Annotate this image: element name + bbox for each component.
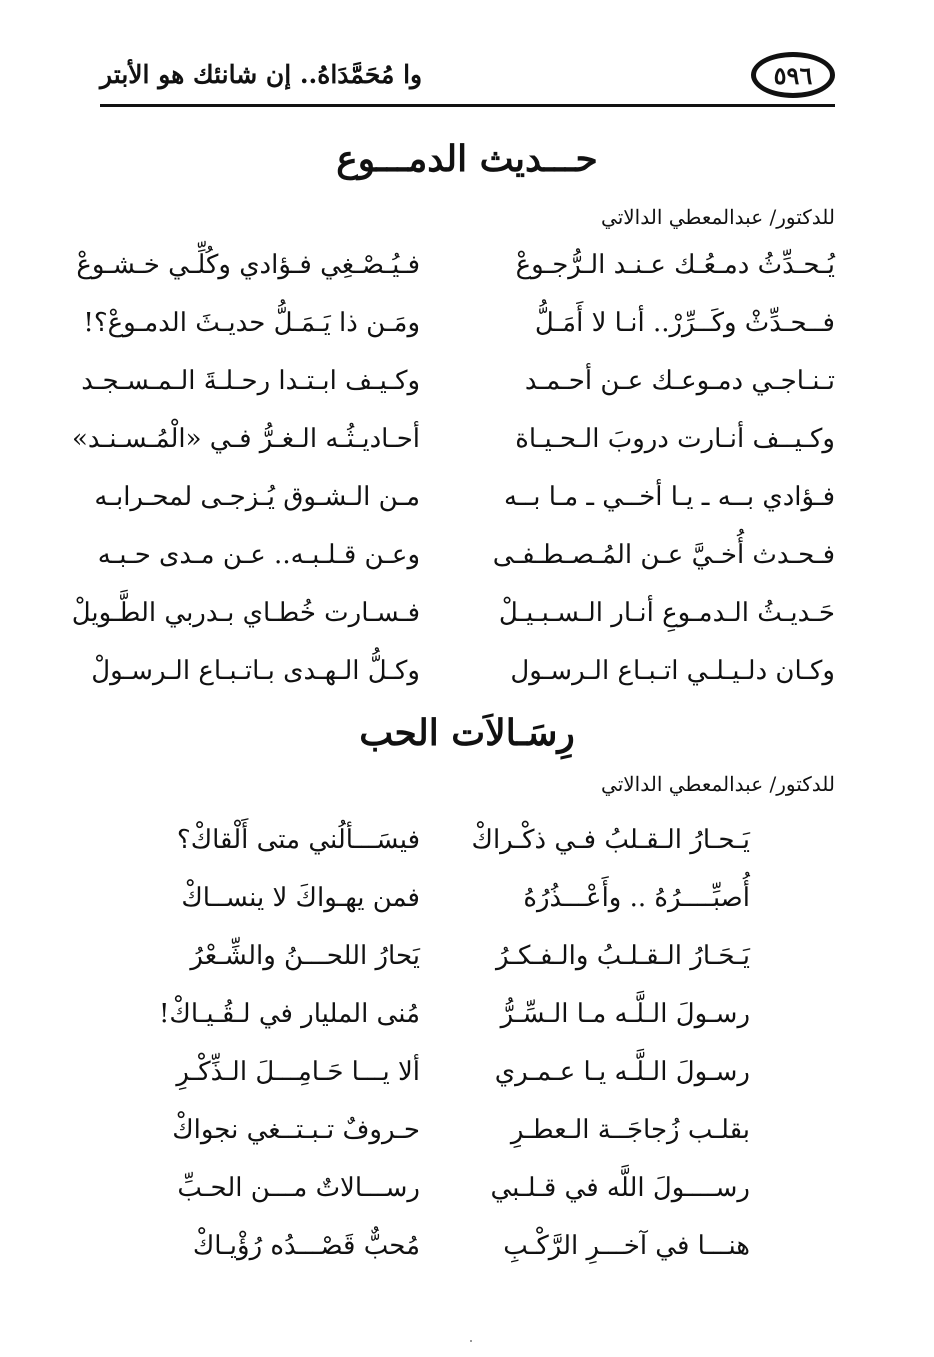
verse-second-half: فمن يهـواكَ لا ينســاكْ bbox=[181, 883, 420, 913]
poem-title: حـــديث الدمـــوع bbox=[336, 138, 598, 180]
verse-first-half: يُـحـدِّثُ دمـعُـك عـنـد الـرُّجـوعْ bbox=[515, 250, 835, 280]
verse-first-half: هنـــا في آخـــرِ الرَّكْـبِ bbox=[503, 1231, 750, 1261]
page-number: ٥٩٦ bbox=[751, 52, 835, 98]
verse-row bbox=[177, 1173, 750, 1231]
poem-author: للدكتور/ عبدالمعطي الدالاتي bbox=[601, 205, 835, 229]
verse-row bbox=[176, 825, 750, 883]
verse-second-half: مُنى المليار في لـقُـيـاكْ! bbox=[158, 999, 420, 1029]
verse-second-half: فـسـارت خُطـاي بـدربي الطَّـويلْ bbox=[71, 598, 420, 628]
verse-row bbox=[176, 1057, 750, 1115]
verse-row bbox=[72, 424, 835, 482]
verse-second-half: أحـاديـثُـه الـغـرُّ فـي «الْمُـسـنـد» bbox=[72, 424, 420, 454]
verse-second-half: ومَـن ذا يَـمَـلُّ حديـثَ الدمـوعْ؟! bbox=[83, 308, 420, 338]
verse-second-half: وعـن قـلـبـه.. عـن مـدى حـبـه bbox=[97, 540, 420, 570]
verse-row bbox=[180, 1231, 750, 1289]
verse-first-half: فــحـدِّثْ وكَــرِّرْ.. أنـا لا أَمَـلُّ bbox=[534, 308, 835, 338]
verse-row bbox=[180, 883, 750, 941]
verse-first-half: يَـحَـارُ الـقـلـبُ والـفـكـرُ bbox=[496, 941, 750, 971]
verse-row bbox=[71, 598, 835, 656]
verse-second-half: يَحارُ اللحـــنُ والشِّـعْرُ bbox=[190, 941, 420, 971]
verse-row bbox=[97, 540, 835, 598]
verse-first-half: فـحـدث أُخـيَّ عـن المُـصـطـفـى bbox=[492, 540, 835, 570]
poem-body bbox=[158, 825, 750, 1289]
header-title: وا مُحَمَّدَاهُ.. إن شانئك هو الأبتر bbox=[100, 60, 423, 89]
verse-second-half: مُحبٌّ قَصْـــدُه رُؤْيـاكْ bbox=[192, 1231, 420, 1261]
verse-second-half: وكـيـف ابـتـدا رحـلـةَ الـمـسـجـد bbox=[81, 366, 420, 396]
verse-second-half: ألا يـــا حَـامِـــلَ الـذِّكْـرِ bbox=[176, 1057, 420, 1087]
verse-first-half: أُصبِّــــرُهُ .. وأَعْـــذُرُهُ bbox=[523, 883, 750, 913]
verse-row bbox=[158, 999, 750, 1057]
verse-row bbox=[180, 941, 750, 999]
verse-first-half: حَـديـثُ الـدمـوعِ أنـار الـسـبـيـلْ bbox=[498, 598, 835, 628]
verse-row bbox=[76, 250, 835, 308]
verse-second-half: مـن الـشـوق يُـزجـى لمحـرابـه bbox=[94, 482, 420, 512]
verse-first-half: بقلـب زُجاجَــة الـعطـرِ bbox=[510, 1115, 750, 1145]
scan-speck bbox=[470, 1340, 472, 1342]
verse-second-half: فيسَـــألُني متى أَلْقاكْ؟ bbox=[176, 825, 420, 855]
verse-second-half: حـروفٌ تـبـتــغي نجواكْ bbox=[172, 1115, 420, 1145]
verse-second-half: فـيُـصْـغِي فـؤادي وكُلِّـي خـشـوعْ bbox=[76, 250, 420, 280]
verse-first-half: وكـيــف أنـارت دروبَ الـحـيـاة bbox=[515, 424, 835, 454]
verse-row bbox=[81, 366, 835, 424]
verse-row bbox=[94, 482, 835, 540]
verse-first-half: فـؤادي بــه ـ يـا أخــي ـ مـا بــه bbox=[504, 482, 835, 512]
verse-first-half: رســــولَ اللَّه في قـلـبي bbox=[490, 1173, 750, 1203]
poem-body bbox=[71, 250, 835, 714]
verse-first-half: يَـحـارُ الـقـلبُ فـي ذكْـراكْ bbox=[471, 825, 750, 855]
verse-row bbox=[83, 308, 835, 366]
header-divider bbox=[100, 104, 835, 107]
running-header bbox=[100, 52, 835, 104]
verse-second-half: رســـالاتٌ مـــن الحـبِّ bbox=[177, 1173, 420, 1203]
verse-second-half: وكـلُّ الـهـدى بـاتـبـاع الـرسـولْ bbox=[91, 656, 420, 686]
verse-row bbox=[172, 1115, 750, 1173]
verse-first-half: وكـان دلـيـلـي اتـبـاع الـرسـول bbox=[510, 656, 835, 686]
verse-row bbox=[91, 656, 835, 714]
poem-author: للدكتور/ عبدالمعطي الدالاتي bbox=[601, 772, 835, 796]
poem-title: رِسَـالاَت الحب bbox=[359, 712, 575, 754]
verse-first-half: رسـولَ الـلَّـه يـا عـمـري bbox=[494, 1057, 750, 1087]
verse-first-half: رسـولَ الـلَّـه مـا الـسِّـرُّ bbox=[500, 999, 750, 1029]
verse-first-half: تـنـاجـي دمـوعـك عـن أحـمـد bbox=[524, 366, 835, 396]
